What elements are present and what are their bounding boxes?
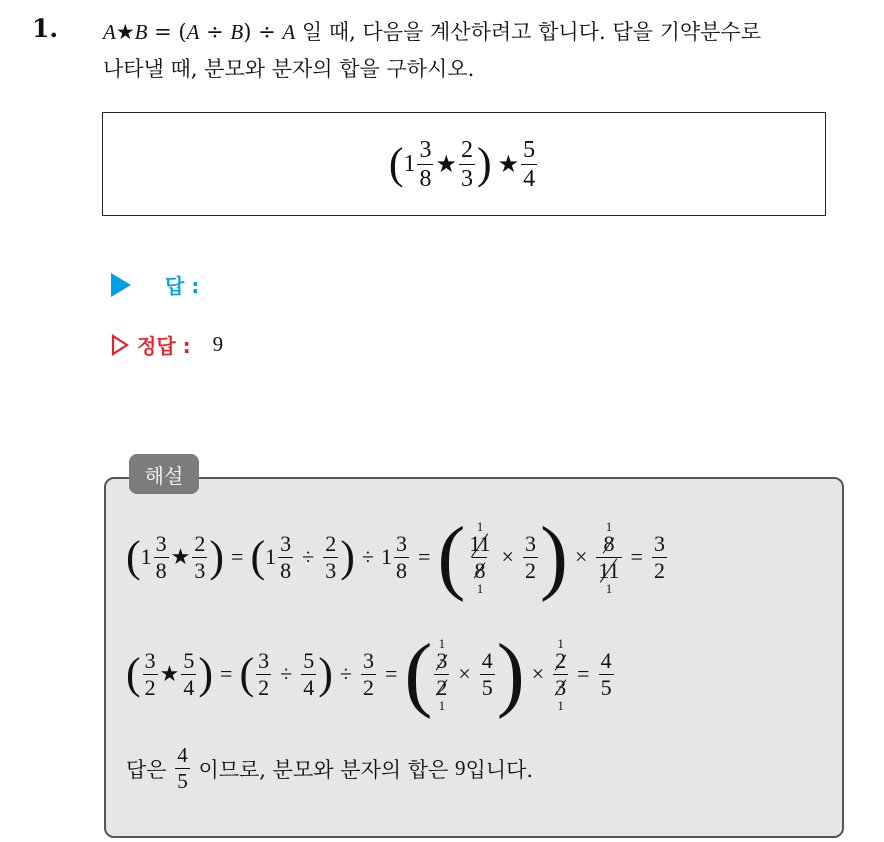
play-triangle-icon <box>111 273 131 297</box>
correct-answer-value: 9 <box>212 332 224 356</box>
answer-label: 답 : <box>165 274 200 298</box>
outline-triangle-icon <box>111 334 129 356</box>
solution-step-2: ( $\frac{3}{2}$ ★ $\frac{5}{4}$ ) = ( $\frac{3}{2}$ ÷ $\frac{5}{4}$ ) ÷ $\frac{3}{2}$ = ( 1 $\frac{3}{2}$ 1 × $\frac{4}{5}$ ) × 1 $\frac{2}{3}$ 1 = $\frac{4}{5}$ <box>126 627 612 720</box>
question-number: 1. <box>32 14 59 43</box>
correct-answer-label: 정답 : <box>137 334 191 358</box>
question-text: A★B = (A ÷ B) ÷ A 일 때, 다음을 계산하려고 합니다. 답을 기약분수로 나타낼 때, 분모와 분자의 합을 구하시오. <box>103 20 762 81</box>
answer-row <box>111 270 199 299</box>
problem-expression-box: ( 1 $\frac{3}{8}$ ★ $\frac{2}{3}$ ) ★ $\frac{5}{4}$ <box>102 112 826 216</box>
correct-answer-row <box>111 330 223 359</box>
solution-step-1: ( 1 $\frac{3}{8}$ ★ $\frac{2}{3}$ ) = ( 1 $\frac{3}{8}$ ÷ $\frac{2}{3}$ ) ÷ 1 $\frac{3}{8}$ = ( 1 $\frac{11}{8}$ 1 × $\frac{3}{2}$ ) × 1 $\frac{8}{11}$ 1 = $\frac{3}{2}$ <box>126 510 665 603</box>
solution-conclusion: 답은 $\frac{4}{5}$ 이므로, 분모와 분자의 합은 9 입니다. <box>126 743 534 793</box>
solution-tag: 해설 <box>129 454 199 494</box>
